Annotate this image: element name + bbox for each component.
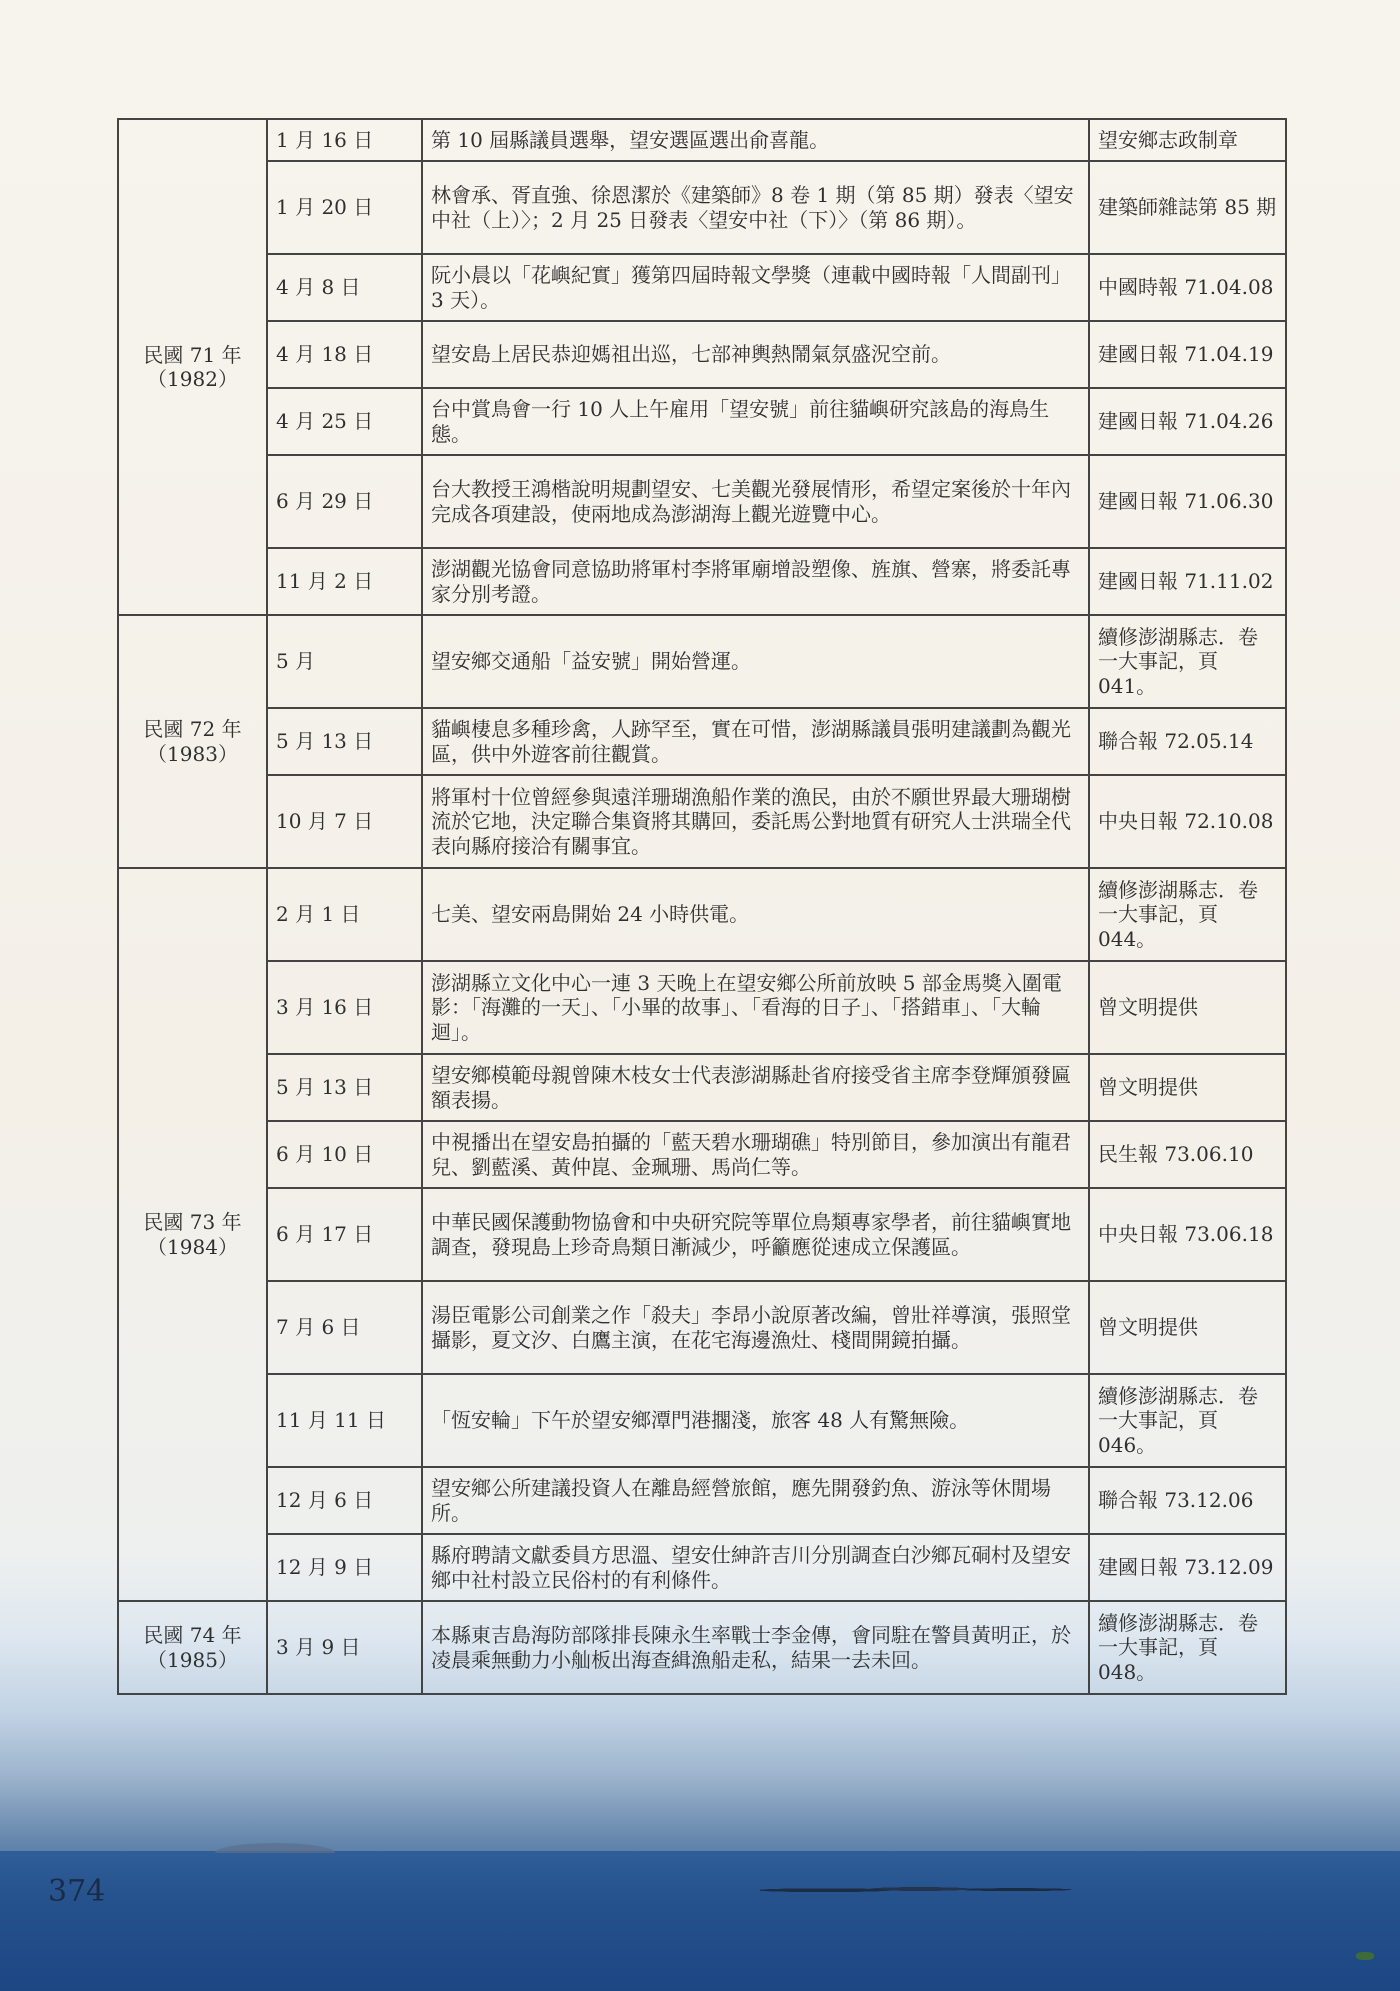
table-row [118,161,1286,254]
event-cell: 縣府聘請文獻委員方思溫、望安仕紳許吉川分別調查白沙鄉瓦硐村及望安鄉中社村設立民俗村的有利條件。 [422,1534,1089,1601]
date-cell: 5 月 13 日 [267,708,422,775]
event-cell: 阮小晨以「花嶼紀實」獲第四屆時報文學獎（連載中國時報「人間副刊」3 天）。 [422,254,1089,321]
sea-background [0,1851,1400,1991]
source-cell: 民生報 73.06.10 [1089,1121,1286,1188]
source-cell: 曾文明提供 [1089,1281,1286,1374]
table-row [118,1467,1286,1534]
year-ad: （1985） [147,1647,238,1672]
table-row [118,775,1286,868]
year-cell [118,119,267,615]
event-cell: 貓嶼棲息多種珍禽，人跡罕至，實在可惜，澎湖縣議員張明建議劃為觀光區，供中外遊客前往觀賞。 [422,708,1089,775]
table-row [118,1281,1286,1374]
source-cell: 中央日報 72.10.08 [1089,775,1286,868]
small-boat [1356,1952,1374,1960]
year-label: 民國 74 年 [143,1623,242,1648]
table-row [118,868,1286,961]
date-cell: 5 月 13 日 [267,1054,422,1121]
event-cell: 中視播出在望安島拍攝的「藍天碧水珊瑚礁」特別節目，參加演出有龍君兒、劉藍溪、黃仲崑、金珮珊、馬尚仁等。 [422,1121,1089,1188]
table-row [118,1188,1286,1281]
date-cell: 12 月 9 日 [267,1534,422,1601]
event-cell: 台大教授王鴻楷說明規劃望安、七美觀光發展情形，希望定案後於十年內完成各項建設，使兩地成為澎湖海上觀光遊覽中心。 [422,455,1089,548]
event-cell: 本縣東吉島海防部隊排長陳永生率戰士李金傳，會同駐在警員黃明正，於凌晨乘無動力小舢板出海查緝漁船走私，結果一去未回。 [422,1601,1089,1694]
year-ad: （1982） [147,367,238,391]
source-cell: 建國日報 71.04.26 [1089,388,1286,455]
source-cell: 建國日報 71.04.19 [1089,321,1286,388]
source-cell: 聯合報 73.12.06 [1089,1467,1286,1534]
table-row [118,961,1286,1054]
year-label: 民國 71 年 [143,342,242,367]
event-cell: 澎湖觀光協會同意協助將軍村李將軍廟增設塑像、旌旗、營寨，將委託專家分別考證。 [422,548,1089,615]
table-row [118,119,1286,161]
date-cell: 6 月 29 日 [267,455,422,548]
year-cell [118,1601,267,1694]
chronicle-table [117,118,1287,1695]
event-cell: 將軍村十位曾經參與遠洋珊瑚漁船作業的漁民，由於不願世界最大珊瑚樹流於它地，決定聯合集資將其購回，委託馬公對地質有研究人士洪瑞全代表向縣府接洽有關事宜。 [422,775,1089,868]
date-cell: 5 月 [267,615,422,708]
table-row [118,1601,1286,1694]
date-cell: 4 月 25 日 [267,388,422,455]
source-cell: 望安鄉志政制章 [1089,119,1286,161]
event-cell: 七美、望安兩島開始 24 小時供電。 [422,868,1089,961]
year-label: 民國 73 年 [143,1210,242,1235]
event-cell: 林會承、胥直強、徐恩潔於《建築師》8 卷 1 期（第 85 期）發表〈望安中社（上）〉；2 月 25 日發表〈望安中社（下）〉（第 86 期）。 [422,161,1089,254]
year-cell [118,615,267,868]
date-cell: 11 月 11 日 [267,1374,422,1467]
event-cell: 「恆安輪」下午於望安鄉潭門港擱淺，旅客 48 人有驚無險。 [422,1374,1089,1467]
table-row [118,1121,1286,1188]
date-cell: 4 月 8 日 [267,254,422,321]
date-cell: 4 月 18 日 [267,321,422,388]
date-cell: 7 月 6 日 [267,1281,422,1374]
source-cell: 續修澎湖縣志．卷一大事記，頁 044。 [1089,868,1286,961]
date-cell: 11 月 2 日 [267,548,422,615]
date-cell: 1 月 20 日 [267,161,422,254]
date-cell: 3 月 16 日 [267,961,422,1054]
date-cell: 6 月 17 日 [267,1188,422,1281]
table-row [118,615,1286,708]
table-row [118,1534,1286,1601]
table-row [118,321,1286,388]
source-cell: 曾文明提供 [1089,961,1286,1054]
event-cell: 望安鄉模範母親曾陳木枝女士代表澎湖縣赴省府接受省主席李登輝頒發匾額表揚。 [422,1054,1089,1121]
source-cell: 建國日報 73.12.09 [1089,1534,1286,1601]
table-row [118,1374,1286,1467]
source-cell: 曾文明提供 [1089,1054,1286,1121]
date-cell: 6 月 10 日 [267,1121,422,1188]
source-cell: 中國時報 71.04.08 [1089,254,1286,321]
source-cell: 建築師雜誌第 85 期 [1089,161,1286,254]
date-cell: 10 月 7 日 [267,775,422,868]
table-row [118,1054,1286,1121]
year-ad: （1984） [147,1234,238,1259]
horizon-island [215,1843,335,1853]
source-cell: 建國日報 71.06.30 [1089,455,1286,548]
event-cell: 中華民國保護動物協會和中央研究院等單位鳥類專家學者，前往貓嶼實地調查，發現島上珍奇鳥類日漸減少，呼籲應從速成立保護區。 [422,1188,1089,1281]
date-cell: 1 月 16 日 [267,119,422,161]
page-number: 374 [48,1874,106,1909]
reef-rocks [760,1883,1080,1895]
year-ad: （1983） [147,741,238,766]
date-cell: 3 月 9 日 [267,1601,422,1694]
year-cell [118,868,267,1601]
source-cell: 聯合報 72.05.14 [1089,708,1286,775]
source-cell: 建國日報 71.11.02 [1089,548,1286,615]
table-row [118,708,1286,775]
source-cell: 續修澎湖縣志．卷一大事記，頁 048。 [1089,1601,1286,1694]
source-cell: 續修澎湖縣志．卷一大事記，頁 046。 [1089,1374,1286,1467]
event-cell: 台中賞鳥會一行 10 人上午雇用「望安號」前往貓嶼研究該島的海鳥生態。 [422,388,1089,455]
table-row [118,254,1286,321]
source-cell: 續修澎湖縣志．卷一大事記，頁 041。 [1089,615,1286,708]
event-cell: 望安鄉公所建議投資人在離島經營旅館，應先開發釣魚、游泳等休閒場所。 [422,1467,1089,1534]
date-cell: 2 月 1 日 [267,868,422,961]
year-label: 民國 72 年 [143,717,242,742]
chronicle-body [118,119,1286,1694]
table-row [118,548,1286,615]
source-cell: 中央日報 73.06.18 [1089,1188,1286,1281]
event-cell: 澎湖縣立文化中心一連 3 天晚上在望安鄉公所前放映 5 部金馬獎入圍電影：「海灘的一天」、「小畢的故事」、「看海的日子」、「搭錯車」、「大輪迴」。 [422,961,1089,1054]
event-cell: 湯臣電影公司創業之作「殺夫」李昂小說原著改編，曾壯祥導演，張照堂攝影，夏文汐、白鷹主演，在花宅海邊漁灶、棧間開鏡拍攝。 [422,1281,1089,1374]
event-cell: 望安鄉交通船「益安號」開始營運。 [422,615,1089,708]
table-row [118,388,1286,455]
date-cell: 12 月 6 日 [267,1467,422,1534]
table-row [118,455,1286,548]
event-cell: 望安島上居民恭迎媽祖出巡，七部神輿熱鬧氣氛盛況空前。 [422,321,1089,388]
event-cell: 第 10 屆縣議員選舉，望安選區選出俞喜龍。 [422,119,1089,161]
